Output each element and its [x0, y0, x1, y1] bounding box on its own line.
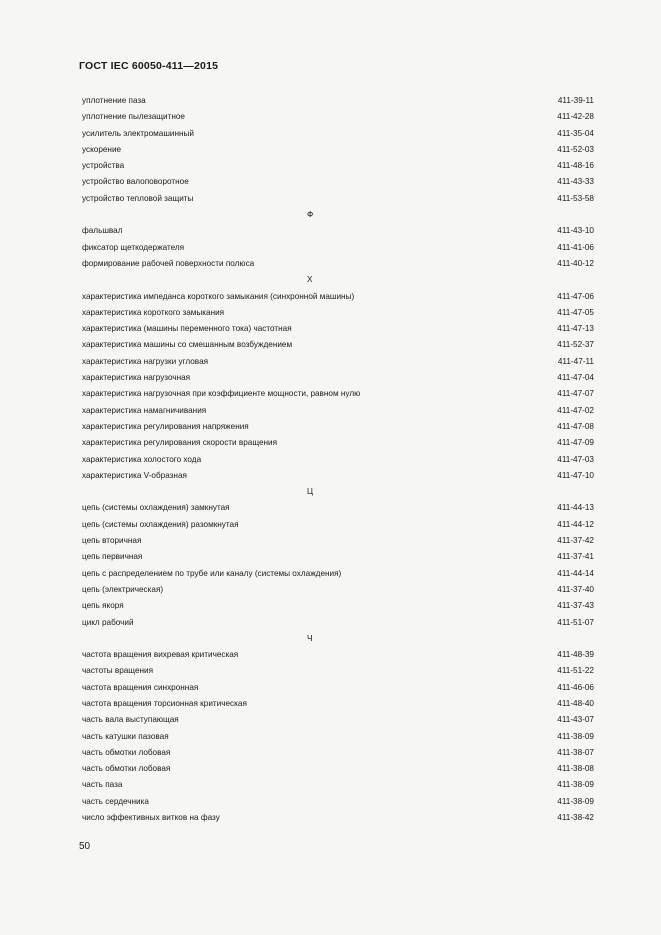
entry-code: 411-48-16 — [557, 161, 594, 171]
entry-code: 411-42-28 — [557, 112, 594, 122]
entry-term: часть катушки пазовая — [82, 731, 169, 741]
entry-term: фиксатор щеткодержателя — [82, 242, 185, 252]
entry-term: характеристика V-образная — [82, 470, 187, 480]
entry-term: характеристика регулирования напряжения — [82, 421, 249, 431]
index-entry — [82, 240, 594, 256]
index-entry — [82, 549, 594, 565]
entry-code: 411-38-08 — [557, 764, 594, 774]
entry-term: цепь вторичная — [82, 536, 142, 546]
entry-term: характеристика регулирования скорости вращения — [82, 438, 278, 448]
entry-term: ускорение — [82, 144, 122, 154]
section-letter-row — [82, 272, 594, 288]
entry-code: 411-44-13 — [557, 503, 594, 513]
index-entry — [82, 305, 594, 321]
section-letter: Х — [307, 275, 313, 285]
entry-code: 411-38-07 — [557, 747, 594, 757]
entry-term: устройство тепловой защиты — [82, 193, 194, 203]
entry-term: часть сердечника — [82, 796, 149, 806]
entry-code: 411-47-04 — [557, 373, 594, 383]
entry-code: 411-46-06 — [557, 682, 594, 692]
section-letter-row — [82, 484, 594, 500]
entry-term: часть обмотки лобовая — [82, 764, 171, 774]
entry-code: 411-48-39 — [557, 650, 594, 660]
entry-term: частоты вращения — [82, 666, 154, 676]
entry-term: число эффективных витков на фазу — [82, 813, 220, 823]
entry-code: 411-37-41 — [557, 552, 594, 562]
entry-term: частота вращения торсионная критическая — [82, 698, 247, 708]
section-letter: Ф — [307, 210, 314, 220]
index-entry — [82, 810, 594, 826]
index-entry — [82, 223, 594, 239]
index-entry — [82, 452, 594, 468]
page-number: 50 — [79, 841, 91, 852]
index-entry — [82, 256, 594, 272]
entry-term: уплотнение пылезащитное — [82, 112, 185, 122]
entry-code: 411-39-11 — [557, 96, 594, 105]
index-entry — [82, 663, 594, 679]
index-entry — [82, 598, 594, 614]
entry-term: фальшвал — [82, 226, 123, 236]
entry-term: цепь первичная — [82, 552, 143, 562]
entry-code: 411-43-10 — [557, 226, 594, 236]
index-entry — [82, 321, 594, 337]
entry-code: 411-43-07 — [557, 715, 594, 725]
entry-term: цепь (системы охлаждения) замкнутая — [82, 503, 230, 513]
index-entry — [82, 174, 594, 190]
index-entry — [82, 435, 594, 451]
entry-term: уплотнение паза — [82, 96, 146, 105]
index-entry — [82, 745, 594, 761]
entry-code: 411-47-13 — [557, 324, 594, 334]
entry-code: 411-53-58 — [557, 193, 594, 203]
index-entry — [82, 354, 594, 370]
entry-term: цепь якоря — [82, 601, 124, 611]
entry-term: характеристика нагрузочная при коэффициенте мощности, равном нулю — [82, 389, 361, 399]
entry-code: 411-37-42 — [557, 536, 594, 546]
entry-term: устройства — [82, 161, 125, 171]
entry-code: 411-47-02 — [557, 405, 594, 415]
index-entry — [82, 370, 594, 386]
entry-code: 411-47-05 — [557, 307, 594, 317]
index-entry — [82, 191, 594, 207]
index-entry — [82, 403, 594, 419]
entry-code: 411-47-06 — [557, 291, 594, 301]
entry-code: 411-51-07 — [557, 617, 594, 627]
index-entry — [82, 533, 594, 549]
entry-term: цепь с распределением по трубе или каналу (системы охлаждения) — [82, 568, 342, 578]
index-entry — [82, 289, 594, 305]
entry-term: часть паза — [82, 780, 123, 790]
entry-code: 411-47-11 — [557, 356, 594, 366]
index-entry — [82, 109, 594, 125]
entry-term: характеристика импеданса короткого замыкания (синхронной машины) — [82, 291, 355, 301]
entry-code: 411-38-42 — [557, 813, 594, 823]
entry-term: характеристика машины со смешанным возбуждением — [82, 340, 293, 350]
entry-code: 411-52-37 — [557, 340, 594, 350]
index-entry — [82, 500, 594, 516]
index-entry — [82, 142, 594, 158]
entry-code: 411-47-08 — [557, 421, 594, 431]
entry-term: цепь (системы охлаждения) разомкнутая — [82, 519, 239, 529]
index-entry — [82, 566, 594, 582]
index-entry — [82, 696, 594, 712]
index-entry — [82, 729, 594, 745]
document-header: ГОСТ IEC 60050-411—2015 — [79, 60, 219, 72]
entry-code: 411-37-40 — [557, 584, 594, 594]
entry-term: характеристика нагрузки угловая — [82, 356, 209, 366]
entry-term: цепь (электрическая) — [82, 584, 164, 594]
index-entry — [82, 680, 594, 696]
section-letter: Ч — [307, 633, 313, 643]
entry-code: 411-40-12 — [557, 258, 594, 268]
entry-term: частота вращения вихревая критическая — [82, 650, 239, 660]
entry-term: характеристика короткого замыкания — [82, 307, 225, 317]
index-entry — [82, 93, 594, 109]
entry-code: 411-38-09 — [557, 796, 594, 806]
index-entry — [82, 337, 594, 353]
entry-code: 411-47-07 — [557, 389, 594, 399]
index-entry — [82, 582, 594, 598]
index-entry — [82, 158, 594, 174]
entry-term: частота вращения синхронная — [82, 682, 199, 692]
index-entry — [82, 468, 594, 484]
entry-term: характеристика намагничивания — [82, 405, 207, 415]
section-letter: Ц — [307, 487, 314, 497]
entry-term: характеристика нагрузочная — [82, 373, 191, 383]
entry-code: 411-44-14 — [557, 568, 594, 578]
section-letter-row — [82, 631, 594, 647]
entry-code: 411-38-09 — [557, 731, 594, 741]
entry-code: 411-51-22 — [557, 666, 594, 676]
index-entry — [82, 386, 594, 402]
section-letter-row — [82, 207, 594, 223]
entry-code: 411-47-10 — [557, 470, 594, 480]
entry-code: 411-43-33 — [557, 177, 594, 187]
entry-code: 411-52-03 — [557, 144, 594, 154]
index-entry — [82, 419, 594, 435]
entry-code: 411-48-40 — [557, 698, 594, 708]
index-entry — [82, 777, 594, 793]
index-entry — [82, 615, 594, 631]
entry-term: цикл рабочий — [82, 617, 134, 627]
entry-term: устройство валоповоротное — [82, 177, 189, 187]
entry-term: часть вала выступающая — [82, 715, 179, 725]
index-entry — [82, 126, 594, 142]
index-entry — [82, 517, 594, 533]
entry-code: 411-35-04 — [557, 128, 594, 138]
entry-term: характеристика (машины переменного тока) частотная — [82, 324, 292, 334]
entry-code: 411-41-06 — [557, 242, 594, 252]
index-entry — [82, 647, 594, 663]
entry-code: 411-37-43 — [557, 601, 594, 611]
entry-term: часть обмотки лобовая — [82, 747, 171, 757]
index-entry — [82, 712, 594, 728]
entry-term: формирование рабочей поверхности полюса — [82, 258, 255, 268]
entry-term: характеристика холостого хода — [82, 454, 202, 464]
entry-term: усилитель электромашинный — [82, 128, 194, 138]
entry-code: 411-44-12 — [557, 519, 594, 529]
entry-code: 411-47-09 — [557, 438, 594, 448]
term-index-list — [82, 93, 594, 826]
index-entry — [82, 794, 594, 810]
index-entry — [82, 761, 594, 777]
entry-code: 411-38-09 — [557, 780, 594, 790]
entry-code: 411-47-03 — [557, 454, 594, 464]
